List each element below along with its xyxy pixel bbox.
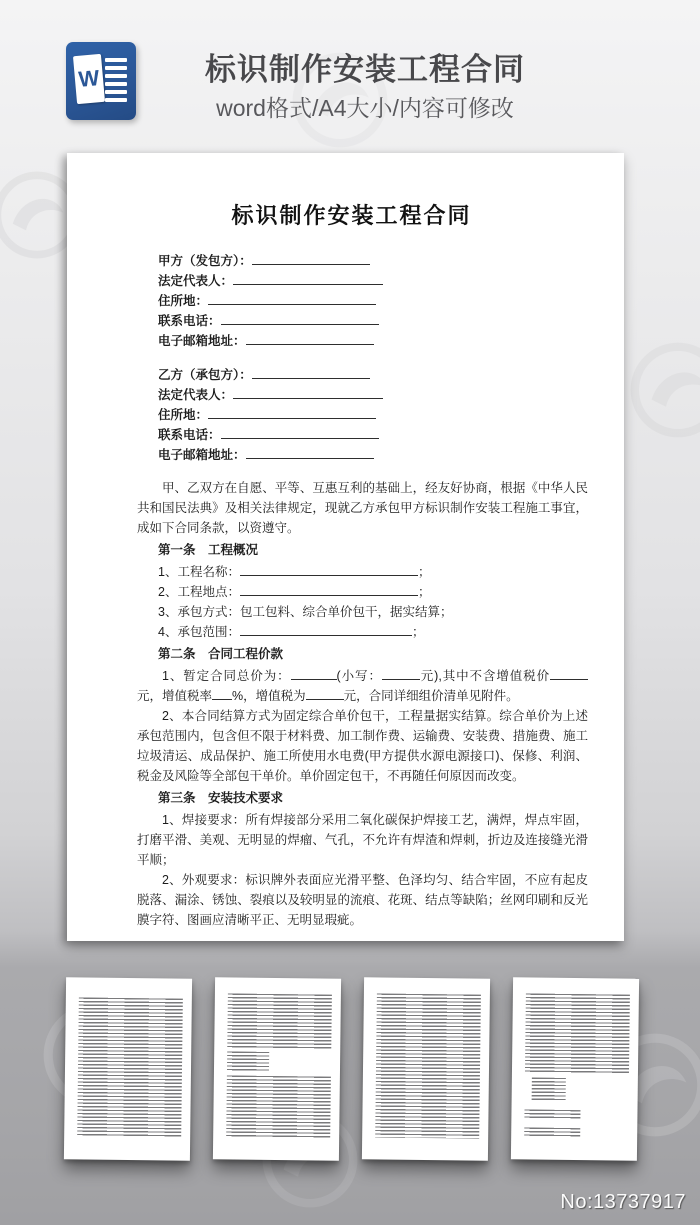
field-label: 乙方（承包方）： <box>158 368 252 382</box>
word-icon-doc-lines <box>105 58 127 106</box>
word-app-icon <box>66 42 136 120</box>
thumbnail-text-lines <box>227 993 332 1048</box>
blank-line <box>212 686 232 700</box>
blank-line <box>233 385 383 399</box>
template-subtitle: word格式/A4大小/内容可修改 <box>216 95 514 121</box>
field-label: 法定代表人： <box>158 388 234 402</box>
template-title: 标识制作安装工程合同 <box>205 52 525 87</box>
item-suffix: ； <box>417 565 431 579</box>
field-label: 住所地： <box>158 408 209 422</box>
text-segment: (小写： <box>336 669 382 683</box>
blank-line <box>246 445 374 459</box>
item-suffix: ； <box>411 625 425 639</box>
blank-line <box>246 331 374 345</box>
blank-line <box>208 291 376 305</box>
blank-line <box>382 666 420 680</box>
party-b-block <box>137 365 588 465</box>
clause3-heading: 第三条 安装技术要求 <box>158 791 284 805</box>
text-segment: 元),其中不含增值税价 <box>419 669 550 683</box>
text-segment: 元，增值税率 <box>137 689 213 703</box>
thumbnail-signature-lines <box>524 1109 580 1120</box>
blank-line <box>240 562 418 576</box>
clause1-item <box>158 622 588 642</box>
watermark-swirl <box>618 330 700 450</box>
contract-intro: 甲、乙双方在自愿、平等、互惠互利的基础上，经友好协商，根据《中华人民共和国民法典》及相关法律规定，现就乙方承包甲方标识制作安装工程施工事宜，成如下合同条款，以资遵守。 <box>137 481 588 535</box>
word-icon-letter: W <box>77 65 101 92</box>
thumbnail-text-lines <box>227 1051 269 1072</box>
page-thumbnail-2[interactable] <box>64 977 192 1161</box>
field-row <box>158 311 588 331</box>
document-page-preview <box>67 153 624 941</box>
thumbnail-text-lines <box>532 1077 566 1101</box>
blank-line <box>252 365 370 379</box>
blank-line <box>252 251 370 265</box>
field-row <box>158 365 588 385</box>
contract-title: 标识制作安装工程合同 <box>231 203 472 228</box>
field-label: 电子邮箱地址： <box>158 334 246 348</box>
item-label: 1、工程名称： <box>158 565 240 579</box>
field-row <box>158 445 588 465</box>
page-thumbnail-5[interactable] <box>511 977 639 1161</box>
item-suffix: ； <box>417 585 431 599</box>
thumbnail-signature-lines <box>524 1127 580 1138</box>
word-icon-page <box>73 54 105 104</box>
field-row <box>158 405 588 425</box>
field-label: 甲方（发包方）： <box>158 254 252 268</box>
field-label: 电子邮箱地址： <box>158 448 246 462</box>
clause3-para2: 2、外观要求：标识牌外表面应光滑平整、色泽均匀、结合牢固，不应有起皮脱落、漏涂、锈蚀、裂痕以及较明显的流痕、花斑、结点等缺陷；丝网印刷和反光膜字符、图画应清晰平正、无明显瑕疵。 <box>137 873 588 927</box>
blank-line <box>291 666 337 680</box>
product-number: No:13737917 <box>560 1191 686 1213</box>
party-a-block <box>137 251 588 351</box>
blank-line <box>233 271 383 285</box>
field-label: 住所地： <box>158 294 209 308</box>
clause1-item: 3、承包方式：包工包料、综合单价包干，据实结算； <box>158 605 453 619</box>
text-segment: %，增值税为 <box>232 689 306 703</box>
page-thumbnail-3[interactable] <box>213 977 341 1161</box>
blank-line <box>221 425 379 439</box>
page-thumbnail-4[interactable] <box>362 977 490 1161</box>
field-row <box>158 251 588 271</box>
thumbnail-text-lines <box>375 993 481 1138</box>
clause1-item <box>158 582 588 602</box>
clause2-heading: 第二条 合同工程价款 <box>158 647 284 661</box>
field-row <box>158 291 588 311</box>
field-label: 联系电话： <box>158 428 221 442</box>
item-label: 2、工程地点： <box>158 585 240 599</box>
blank-line <box>550 666 588 680</box>
field-row <box>158 271 588 291</box>
clause1-heading: 第一条 工程概况 <box>158 543 259 557</box>
text-segment: 元，合同详细组价清单见附件。 <box>343 689 519 703</box>
thumbnail-text-lines <box>525 993 630 1074</box>
clause2-para2: 2、本合同结算方式为固定综合单价包干，工程量据实结算。综合单价为上述承包范围内，包含但不限于材料费、加工制作费、运输费、安装费、措施费、施工垃圾清运、成品保护、施工所使用水电费(甲方提供水源电源接口)、保修、利润、税金及风险等全部包干单价。单价固定包干，不再随任何原因而改变。 <box>137 709 588 783</box>
clause2-para1 <box>137 666 588 706</box>
blank-line <box>208 405 376 419</box>
blank-line <box>240 582 418 596</box>
thumbnail-text-lines <box>226 1075 331 1138</box>
blank-line <box>221 311 379 325</box>
field-row <box>158 331 588 351</box>
field-row <box>158 425 588 445</box>
clause1-item <box>158 562 588 582</box>
item-label: 4、承包范围： <box>158 625 240 639</box>
header <box>0 0 700 140</box>
text-segment: 1、暂定合同总价为： <box>162 669 291 683</box>
clause3-para1: 1、焊接要求：所有焊接部分采用二氧化碳保护焊接工艺，满焊，焊点牢固，打磨平滑、美观、无明显的焊瘤、气孔，不允许有焊渣和焊刺，折边及连接缝光滑平顺； <box>137 813 588 867</box>
thumbnail-text-lines <box>77 997 183 1136</box>
field-label: 联系电话： <box>158 314 221 328</box>
field-row <box>158 385 588 405</box>
blank-line <box>240 622 412 636</box>
field-label: 法定代表人： <box>158 274 234 288</box>
blank-line <box>306 686 344 700</box>
